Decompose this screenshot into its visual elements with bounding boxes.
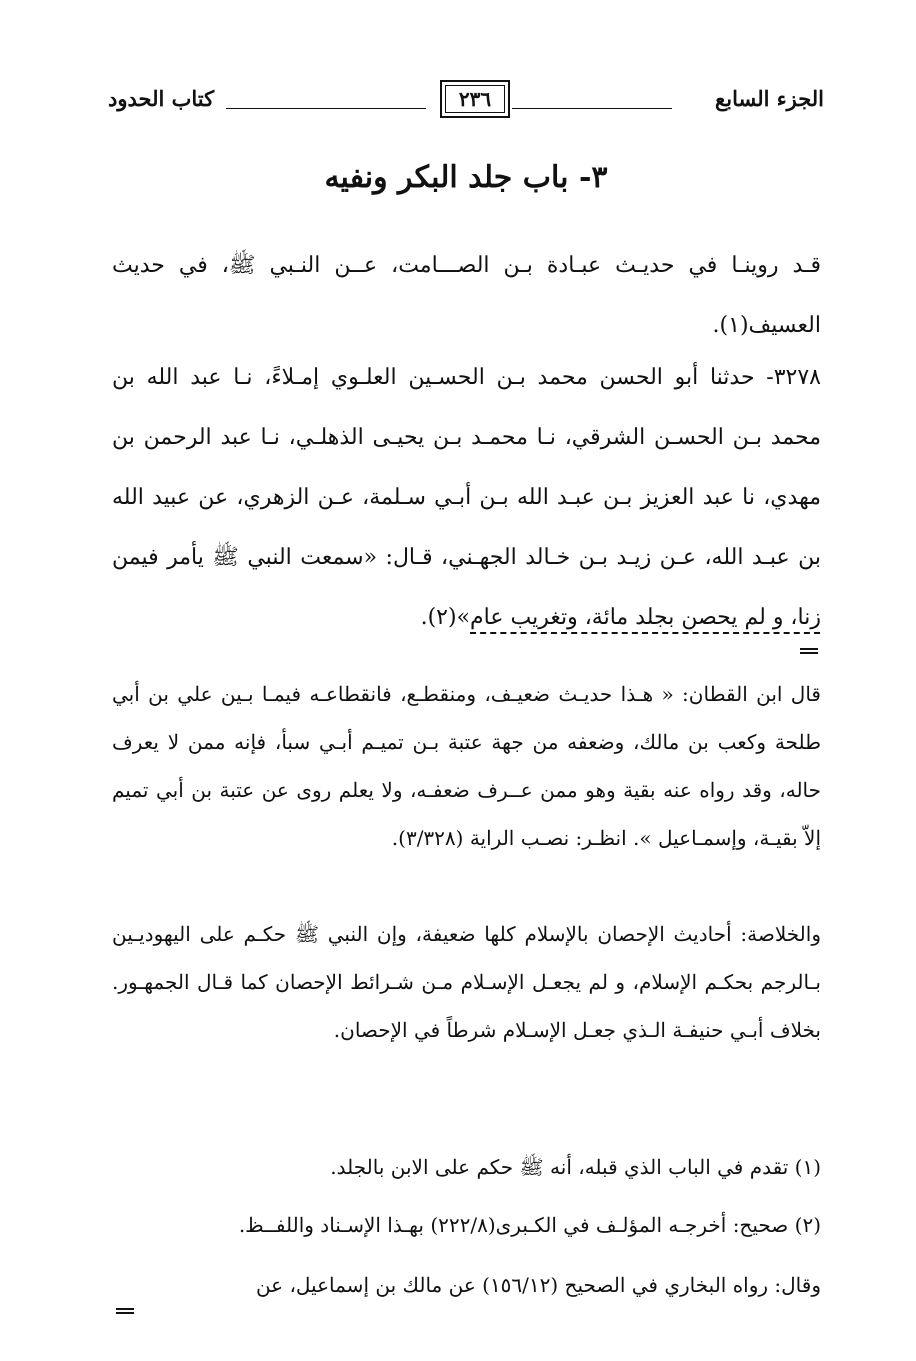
page-number: ٢٣٦ <box>440 80 510 118</box>
volume-label: الجزء السابع <box>715 86 824 111</box>
running-header <box>108 82 824 122</box>
commentary-paragraph: قال ابن القطان: « هـذا حديـث ضعيـف، ومنقطـع، فانقطاعـه فيمـا بـين علي بن أبي طلحة وكعب بن مالك، وضعفه من جهة عتبة بـن تميـم أبـي سبأ، فإنه ممن لا يعرف حاله، وقد رواه عنه بقية وهو ممن عــرف ضعفـه، ولا يعلم روى عن عتبة بن أبي تميم إلاّ بقيـة، وإسمـاعيل ». انظـر: نصـب الراية (٣/٣٢٨). <box>112 682 821 850</box>
continuation-mark-bottom <box>116 1308 134 1314</box>
footnote-2-continued: وقال: رواه البخاري في الصحيح (١٥٦/١٢) عن مالك بن إسماعيل، عن <box>255 1273 821 1297</box>
hadith-paragraph: ٣٢٧٨- حدثنا أبو الحسن محمد بـن الحسـين العلـوي إمـلاءً، نـا عبد الله بن محمد بـن الحسـن الشرقي، نـا محمـد بـن يحيـى الذهلـي، نـا عبد الرحمن بن مهدي، نا عبد العزيز بـن عبـد الله بـن أبـي سـلمة، عـن الزهري، عن عبيد الله بن عبـد الله، عـن زيـد بـن خـالد الجهـني، قـال: «سمعت النبي ﷺ يأمر فيمن زنا، و لم يحصن بجلد مائة، وتغريب عام»(٢). <box>112 365 821 630</box>
dashed-separator <box>470 632 820 634</box>
header-rule-left <box>226 108 426 109</box>
continuation-mark <box>800 648 818 654</box>
summary-paragraph: والخلاصة: أحاديث الإحصان بالإسلام كلها ضعيفة، وإن النبي ﷺ حكـم على اليهوديـين بـالرجم بحكـم الإسلام، و لم يجعـل الإسـلام مـن شـرائط الإحصان كما قـال الجمهـور. بخلاف أبـي حنيفـة الـذي جعـل الإسـلام شرطاً في الإحصان. <box>112 922 821 1042</box>
section-title: ٣- باب جلد البكر ونفيه <box>324 160 608 195</box>
book-label: كتاب الحدود <box>108 86 215 111</box>
intro-paragraph: قـد روينـا في حديـث عبـادة بـن الصـــامت، عــن النـبي ﷺ، في حديث العسيف(١). <box>112 253 821 338</box>
footnote-1: (١) تقدم في الباب الذي قبله، أنه ﷺ حكم على الابن بالجلد. <box>330 1155 821 1179</box>
header-rule-right <box>512 108 672 109</box>
footnote-2: (٢) صحيح: أخرجـه المؤلـف في الكـبرى(٢٢٢/٨) بهـذا الإسـناد واللفــظ. <box>238 1213 821 1237</box>
